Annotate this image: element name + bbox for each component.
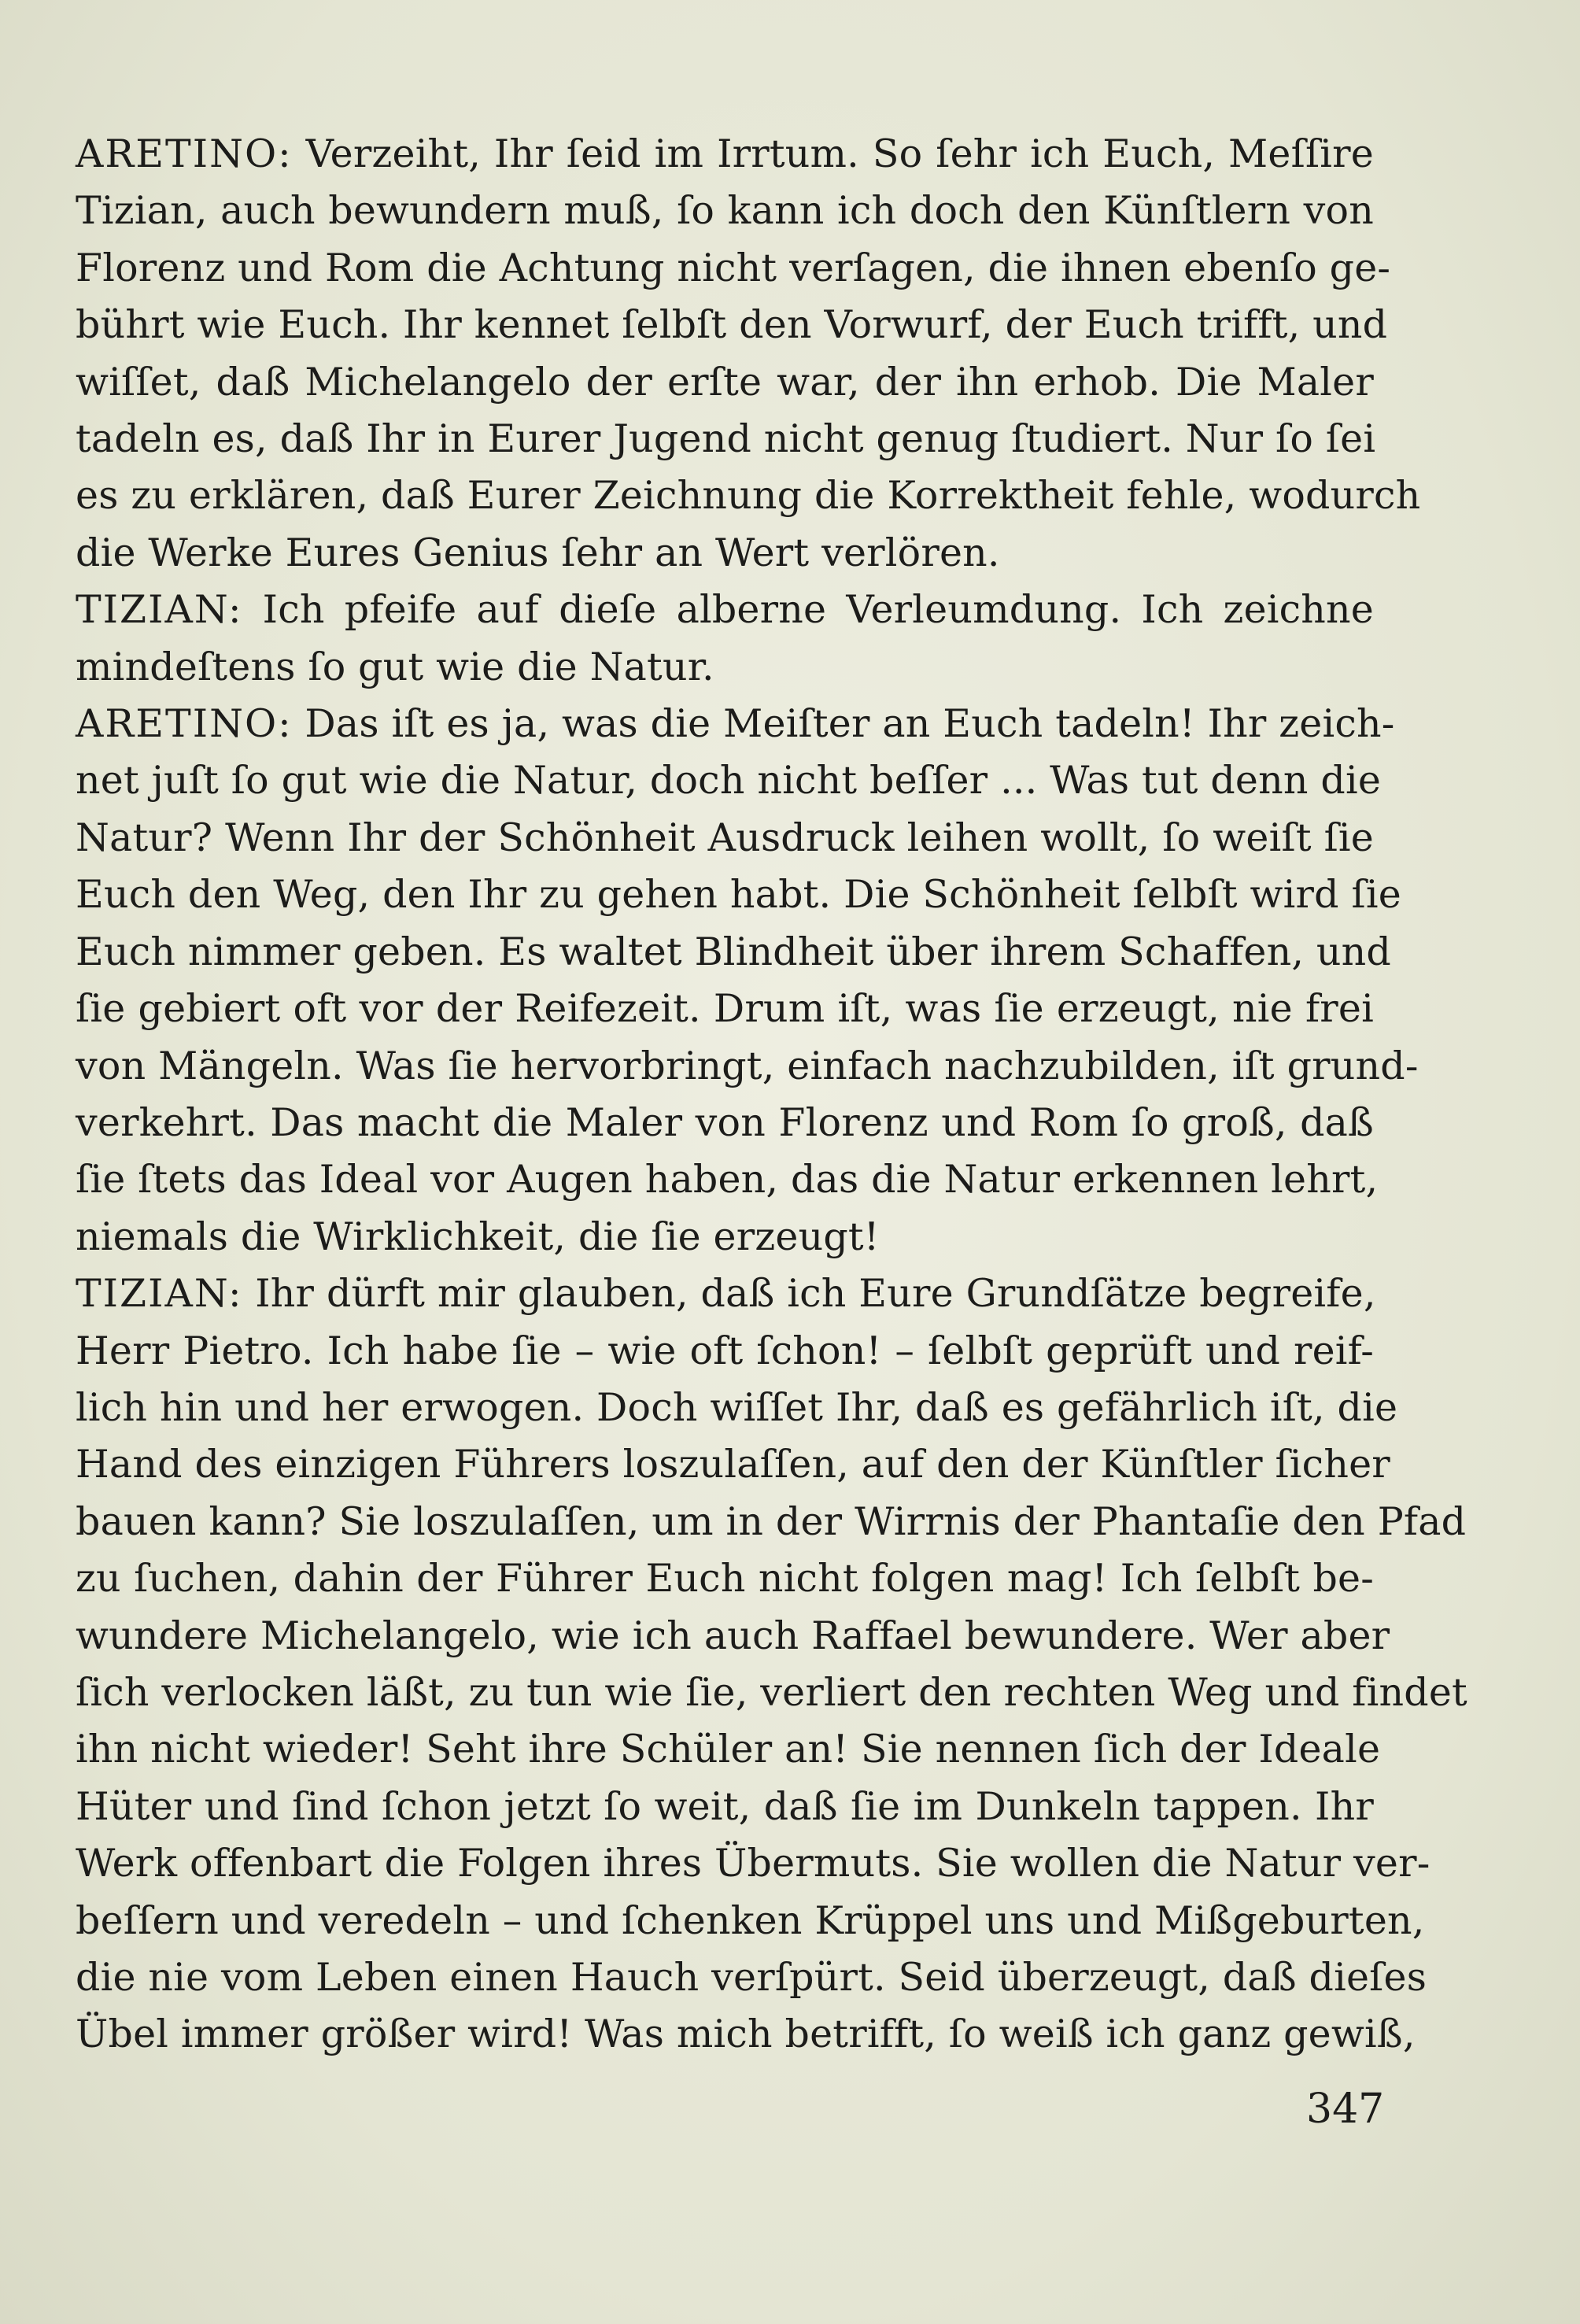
- text-line: Natur? Wenn Ihr der Schönheit Ausdruck leihen wollt, ſo weiſt ſie: [76, 815, 1374, 860]
- speaker-name: ARETINO:: [76, 131, 293, 176]
- text-line: [76, 1265, 1374, 1322]
- text-line: Hüter und ſind ſchon jetzt ſo weit, daß ſie im Dunkeln tappen. Ihr: [76, 1783, 1374, 1829]
- line-text: Ich pfeife auf dieſe alberne Verleumdung. Ich zeichne: [242, 587, 1374, 633]
- text-line: bauen kann? Sie loszulaſſen, um in der Wirrnis der Phantaſie den Pfad: [76, 1498, 1467, 1544]
- text-line: Herr Pietro. Ich habe ſie – wie oft ſchon! – ſelbſt geprüft und reif-: [76, 1328, 1374, 1373]
- text-line: ſie ſtets das Ideal vor Augen haben, das die Natur erkennen lehrt,: [76, 1157, 1379, 1203]
- text-line: net juſt ſo gut wie die Natur, doch nicht beſſer ... Was tut denn die: [76, 758, 1382, 804]
- text-line: Florenz und Rom die Achtung nicht verſagen, die ihnen ebenſo ge-: [76, 245, 1391, 290]
- text-line: wundere Michelangelo, wie ich auch Raffael bewundere. Wer aber: [76, 1613, 1390, 1658]
- page-number: 347: [1306, 2086, 1385, 2133]
- text-line: [76, 696, 1395, 752]
- text-line: zu ſuchen, dahin der Führer Euch nicht folgen mag! Ich ſelbſt be-: [76, 1556, 1374, 1602]
- text-line: mindeſtens ſo gut wie die Natur.: [76, 644, 714, 689]
- text-line: Übel immer größer wird! Was mich betrifft, ſo weiß ich ganz gewiß,: [76, 2012, 1416, 2057]
- text-line: Tizian, auch bewundern muß, ſo kann ich doch den Künſtlern von: [76, 188, 1374, 234]
- speaker-name: TIZIAN:: [76, 1271, 243, 1317]
- text-line: es zu erklären, daß Eurer Zeichnung die Korrektheit fehle, wodurch: [76, 473, 1421, 519]
- line-text: Verzeiht, Ihr ſeid im Irrtum. So ſehr ich Euch, Meſſire: [292, 131, 1374, 176]
- text-line: tadeln es, daß Ihr in Eurer Jugend nicht genug ſtudiert. Nur ſo ſei: [76, 416, 1376, 462]
- text-line: [76, 582, 1374, 638]
- text-line: Euch nimmer geben. Es waltet Blindheit über ihrem Schaffen, und: [76, 929, 1391, 974]
- line-text: Das iſt es ja, was die Meiſter an Euch tadeln! Ihr zeich-: [292, 701, 1395, 747]
- text-line: Euch den Weg, den Ihr zu gehen habt. Die Schönheit ſelbſt wird ſie: [76, 872, 1401, 918]
- text-line: bührt wie Euch. Ihr kennet ſelbſt den Vorwurf, der Euch trifft, und: [76, 302, 1388, 348]
- text-line: niemals die Wirklichkeit, die ſie erzeugt!: [76, 1214, 880, 1259]
- text-line: von Mängeln. Was ſie hervorbringt, einfach nachzubilden, iſt grund-: [76, 1043, 1419, 1088]
- text-line: beſſern und veredeln – und ſchenken Krüppel uns und Mißgeburten,: [76, 1897, 1425, 1943]
- text-line: [76, 126, 1374, 183]
- text-line: wiſſet, daß Michelangelo der erſte war, der ihn erhob. Die Maler: [76, 359, 1374, 405]
- text-line: Hand des einzigen Führers loszulaſſen, auf den der Künſtler ſicher: [76, 1442, 1390, 1487]
- text-line: Werk offenbart die Folgen ihres Übermuts. Sie wollen die Natur ver-: [76, 1841, 1430, 1886]
- speaker-name: TIZIAN:: [76, 587, 243, 633]
- text-line: ihn nicht wieder! Seht ihre Schüler an! Sie nennen ſich der Ideale: [76, 1727, 1381, 1772]
- text-line: die Werke Eures Genius ſehr an Wert verlören.: [76, 530, 1000, 575]
- line-text: Ihr dürft mir glauben, daß ich Eure Grundſätze begreife,: [242, 1271, 1376, 1317]
- speaker-name: ARETINO:: [76, 701, 293, 747]
- text-line: lich hin und her erwogen. Doch wiſſet Ihr, daß es gefährlich iſt, die: [76, 1384, 1398, 1430]
- text-line: ſich verlocken läßt, zu tun wie ſie, verliert den rechten Weg und findet: [76, 1669, 1467, 1715]
- text-line: ſie gebiert oft vor der Reifezeit. Drum iſt, was ſie erzeugt, nie frei: [76, 986, 1374, 1032]
- body-text: [76, 126, 1467, 2064]
- text-line: verkehrt. Das macht die Maler von Florenz und Rom ſo groß, daß: [76, 1099, 1374, 1145]
- text-line: die nie vom Leben einen Hauch verſpürt. Seid überzeugt, daß dieſes: [76, 1955, 1427, 2000]
